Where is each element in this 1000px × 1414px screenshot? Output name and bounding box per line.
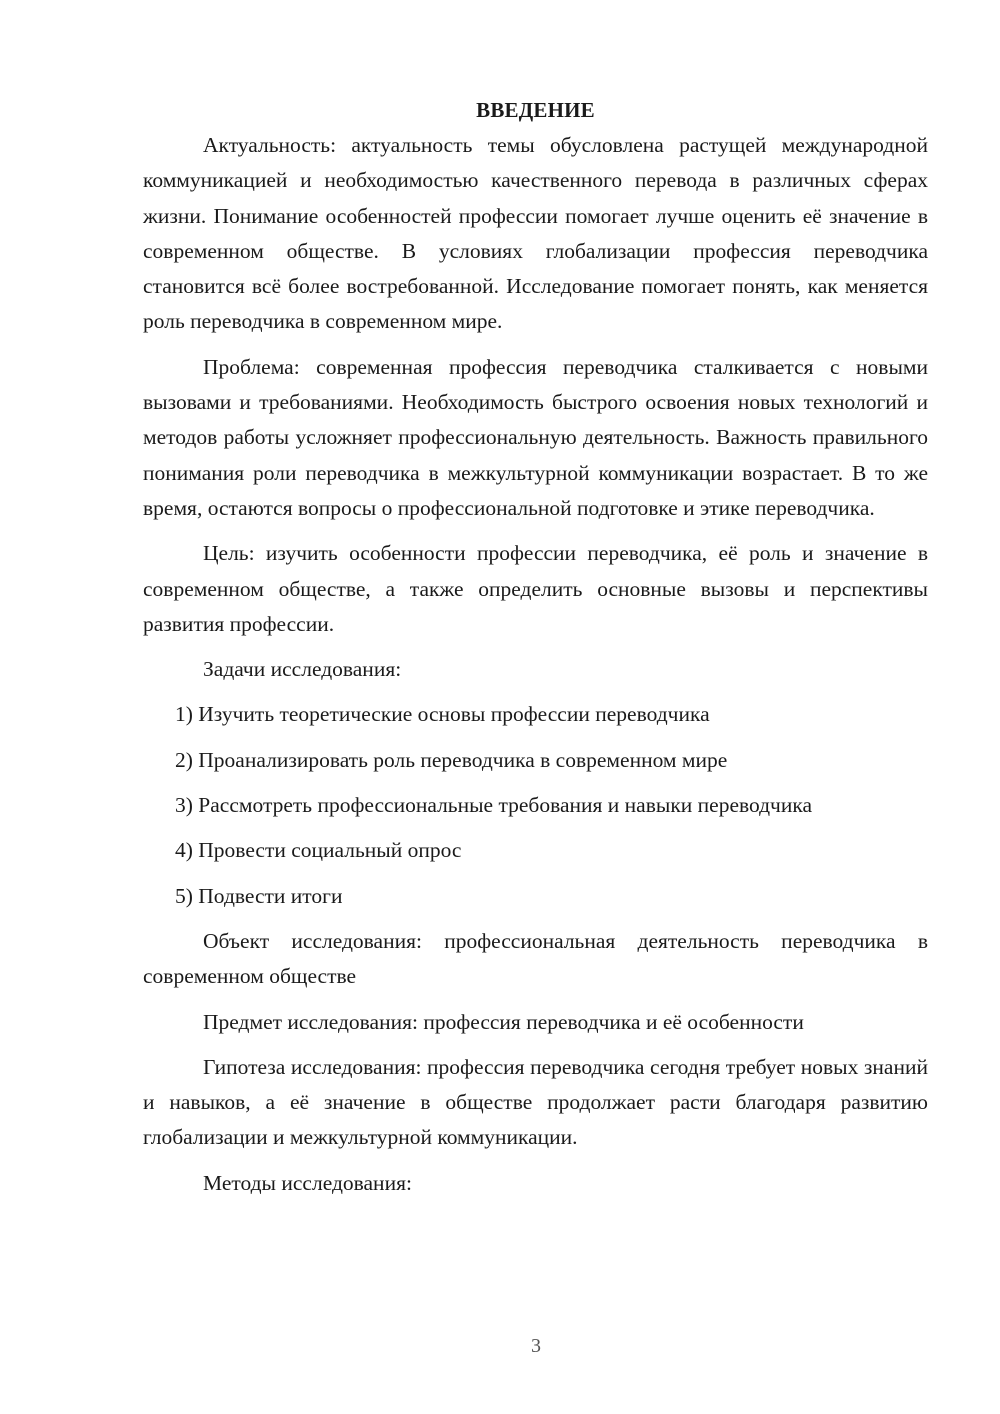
page-number: 3	[531, 1335, 541, 1357]
list-item: 1) Изучить теоретические основы профессии переводчика	[175, 702, 710, 727]
section-heading: ВВЕДЕНИЕ	[476, 98, 595, 122]
paragraph-hypothesis: Гипотеза исследования: профессия переводчика сегодня требует новых знаний и навыков, а её значение в обществе продолжает расти благодаря развитию глобализации и межкультурной коммуникации.	[143, 1054, 928, 1150]
paragraph-tasks-title: Задачи исследования:	[203, 657, 402, 682]
paragraph-object: Объект исследования: профессиональная деятельность переводчика в современном обществе	[143, 928, 928, 989]
list-item: 3) Рассмотреть профессиональные требования и навыки переводчика	[175, 793, 813, 818]
tasks-list	[143, 697, 928, 913]
paragraph-problem: Проблема: современная профессия переводчика сталкивается с новыми вызовами и требованиями. Необходимость быстрого освоения новых технологий и методов работы усложняет профессиональную деятельность. Важность правильного понимания роли переводчика в межкультурной коммуникации возрастает. В то же время, остаются вопросы о профессиональной подготовке и этике переводчика.	[143, 354, 928, 520]
paragraph-subject: Предмет исследования: профессия переводчика и её особенности	[203, 1009, 804, 1034]
paragraph-methods: Методы исследования:	[203, 1170, 412, 1195]
paragraph-relevance: Актуальность: актуальность темы обусловлена растущей международной коммуникацией и необходимостью качественного перевода в различных сферах жизни. Понимание особенностей профессии помогает лучше оценить её значение в современном обществе. В условиях глобализации профессия переводчика становится всё более востребованной. Исследование помогает понять, как меняется роль переводчика в современном мире.	[143, 133, 928, 334]
list-item: 5) Подвести итоги	[175, 883, 343, 908]
paragraph-goal: Цель: изучить особенности профессии переводчика, её роль и значение в современном обществе, а также определить основные вызовы и перспективы развития профессии.	[143, 541, 928, 636]
list-item: 2) Проанализировать роль переводчика в современном мире	[175, 747, 728, 772]
list-item: 4) Провести социальный опрос	[175, 838, 462, 863]
document-page	[143, 93, 928, 1211]
